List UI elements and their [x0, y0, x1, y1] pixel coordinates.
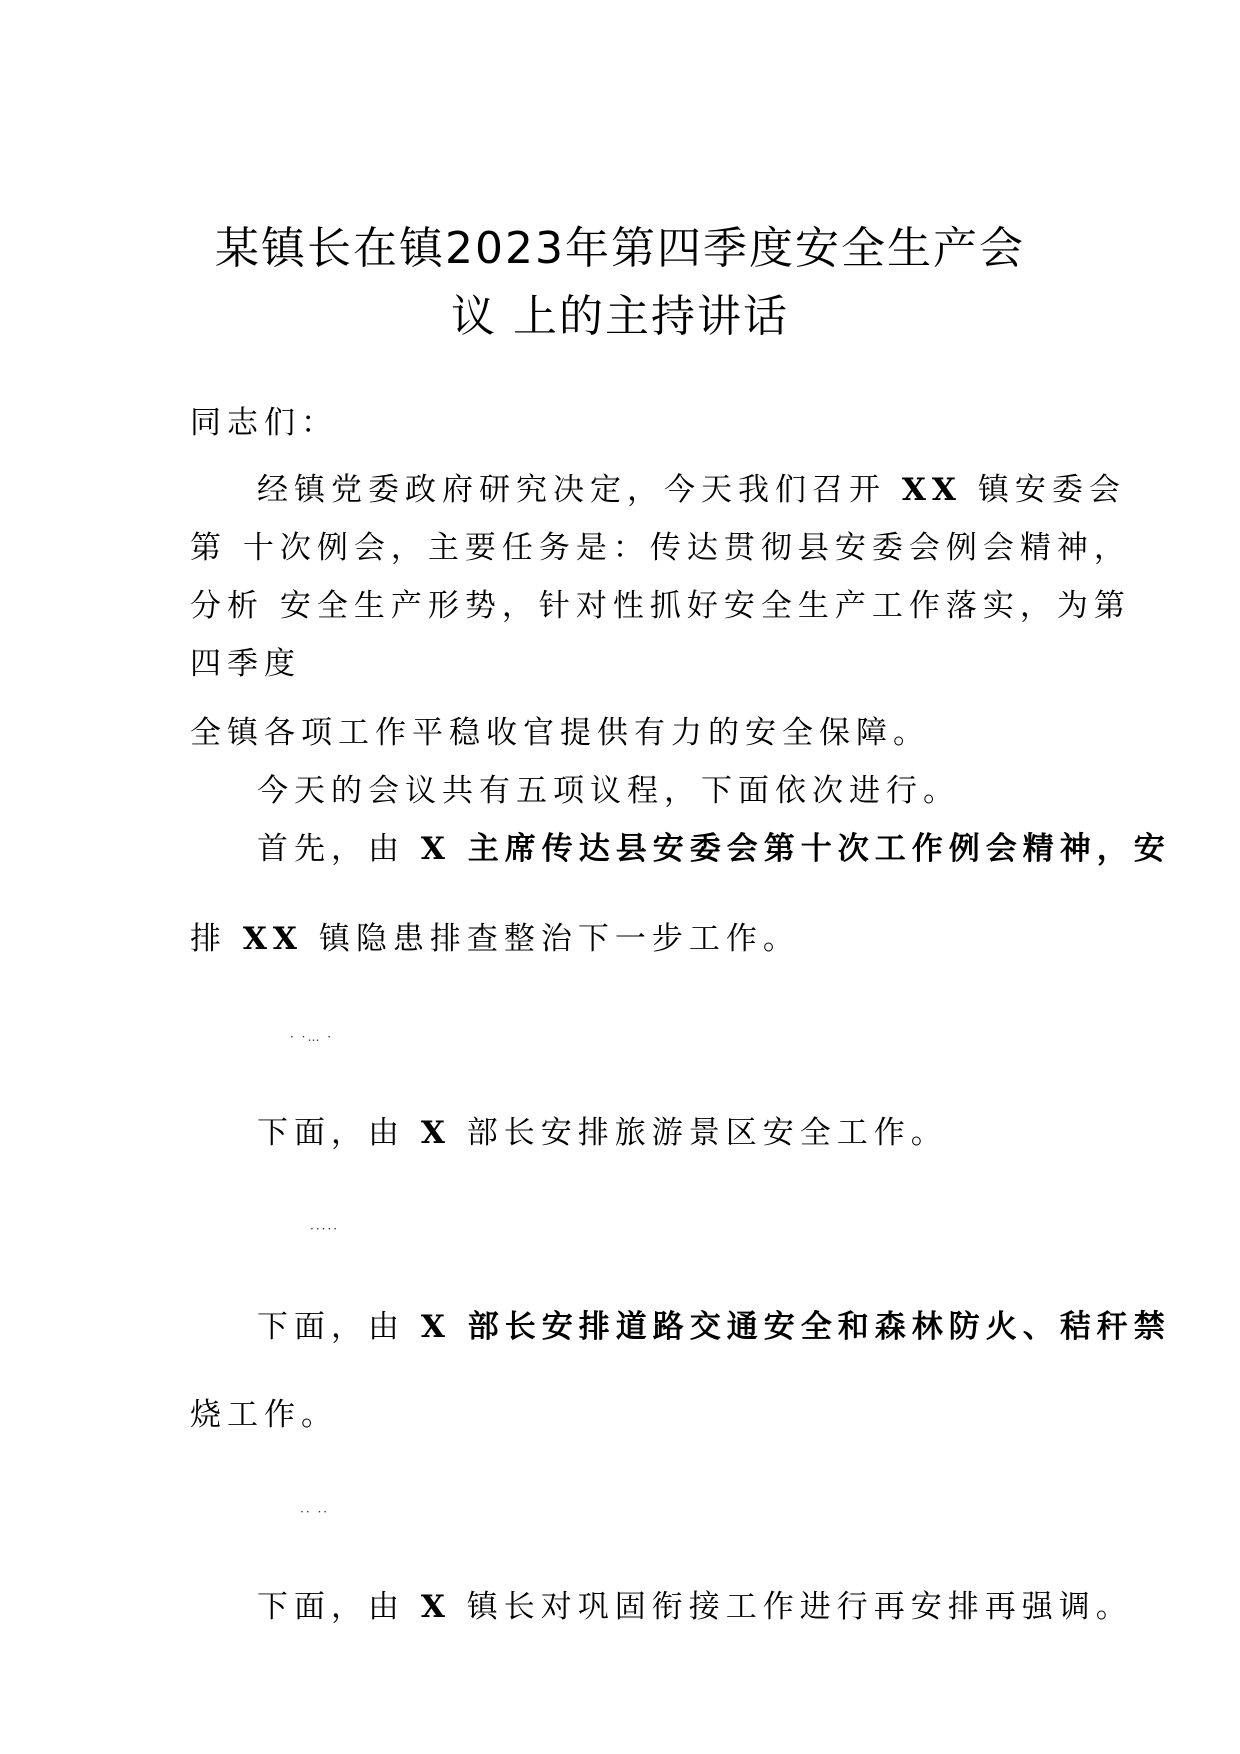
paragraph-3-bold-text: X 主席传达县安委会第十次工作例会精神，安 — [420, 831, 1171, 867]
paragraph-1-line-5: 全镇各项工作平稳收官提供有力的安全保障。 — [190, 715, 930, 751]
paragraph-2: 今天的会议共有五项议程，下面依次进行。 — [257, 773, 960, 809]
ellipsis-marker-3: ·· ·· — [300, 1505, 330, 1519]
paragraph-3-text-a2: 排 — [190, 921, 243, 957]
paragraph-3-text-c2: 镇隐患排查整治下一步工作。 — [302, 921, 800, 957]
paragraph-6 — [257, 1589, 1133, 1625]
paragraph-1-line-4: 四季度 — [190, 646, 301, 682]
paragraph-5-line-2: 烧工作。 — [190, 1397, 338, 1433]
ellipsis-marker-1: · ·… · — [290, 1030, 334, 1044]
paragraph-3-line-1 — [257, 831, 1171, 867]
paragraph-3-line-2 — [190, 921, 800, 957]
ellipsis-marker-2: ····· — [310, 1222, 340, 1236]
paragraph-6-text-a: 下面，由 — [257, 1589, 421, 1625]
document-title-line-1: 某镇长在镇2023年第四季度安全生产会 — [215, 223, 1025, 274]
town-name-xx-2: XX — [242, 921, 303, 957]
paragraph-1-line-1 — [257, 472, 1126, 508]
town-name-xx: XX — [901, 472, 962, 508]
paragraph-1-text-a: 经镇党委政府研究决定，今天我们召开 — [257, 472, 902, 508]
paragraph-1-line-3: 分析 安全生产形势，针对性抓好安全生产工作落实，为第 — [190, 588, 1131, 624]
paragraph-5-bold-text: X 部长安排道路交通安全和森林防火、秸秆禁 — [420, 1309, 1171, 1345]
paragraph-4-text-c: 部长安排旅游景区安全工作。 — [450, 1115, 948, 1151]
paragraph-5-line-1 — [257, 1309, 1171, 1345]
paragraph-1-text-c: 镇安委会 — [961, 472, 1126, 508]
paragraph-3-text-a: 首先，由 — [257, 831, 421, 867]
greeting: 同志们： — [190, 405, 338, 441]
paragraph-4-text-a: 下面，由 — [257, 1115, 421, 1151]
paragraph-5-text-a: 下面，由 — [257, 1309, 421, 1345]
paragraph-6-text-c: 镇长对巩固衔接工作进行再安排再强调。 — [450, 1589, 1133, 1625]
paragraph-4-bold-x: X — [420, 1115, 451, 1151]
paragraph-6-bold-x: X — [420, 1589, 451, 1625]
paragraph-1-line-2: 第 十次例会，主要任务是：传达贯彻县安委会例会精神， — [190, 530, 1131, 566]
paragraph-4 — [257, 1115, 948, 1151]
document-title-line-2: 议 上的主持讲话 — [451, 291, 789, 342]
